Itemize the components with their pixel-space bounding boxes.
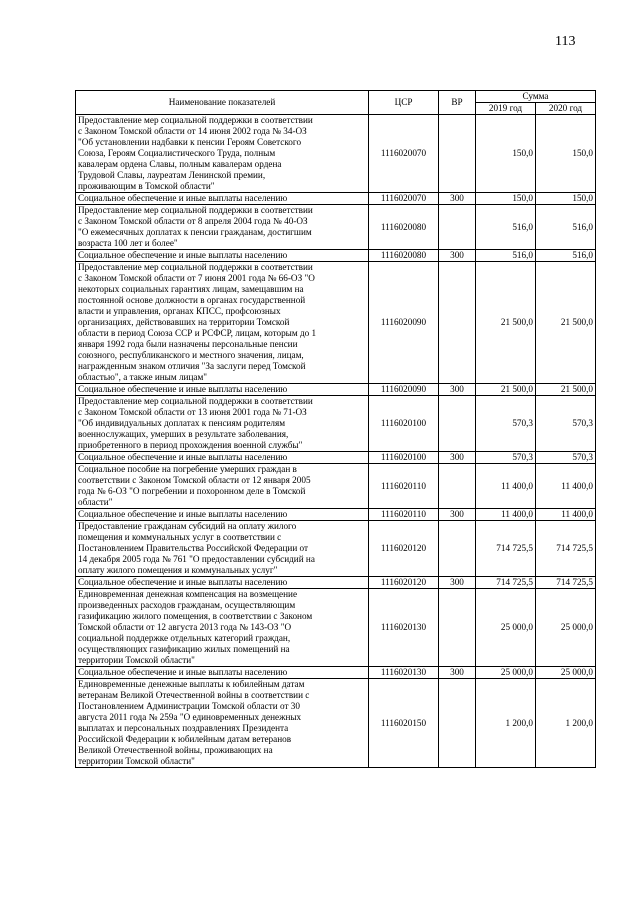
row-name-cell: Социальное обеспечение и иные выплаты населению: [76, 384, 369, 396]
row-name-cell: Предоставление мер социальной поддержки в соответствии с Законом Томской области от 8 апреля 2004 года № 40-ОЗ "О ежемесячных доплатах к пенсии гражданам, достигшим возраста 100 лет и более": [76, 205, 369, 250]
header-row-top: [76, 91, 596, 103]
header-csr: ЦСР: [369, 91, 439, 115]
row-name-cell: Предоставление гражданам субсидий на оплату жилого помещения и коммунальных услуг в соответствии с Постановлением Правительства Российской Федерации от 14 декабря 2005 года № 761 "О предоставлении субсидий на оплату жилого помещения и коммунальных услуг": [76, 521, 369, 577]
row-name-cell: Социальное обеспечение и иные выплаты населению: [76, 509, 369, 521]
row-name-cell: Единовременная денежная компенсация на возмещение произведенных расходов гражданам, осуществляющим газификацию жилого помещения, в соответствии с Законом Томской области от 12 августа 2013 года № 143-ОЗ "О социальной поддержке отдельных категорий граждан, осуществляющих газификацию жилых помещений на территории Томской области": [76, 589, 369, 667]
row-vr-cell: 300: [439, 193, 476, 205]
table-header: [76, 91, 596, 115]
row-sum-2020-cell: 570,3: [536, 396, 596, 452]
row-sum-2019-cell: 21 500,0: [476, 262, 536, 384]
row-sum-2019-cell: 570,3: [476, 396, 536, 452]
row-sum-2020-cell: 516,0: [536, 205, 596, 250]
page-number: 113: [555, 34, 576, 49]
row-sum-2019-cell: 150,0: [476, 193, 536, 205]
row-vr-cell: [439, 679, 476, 768]
row-vr-cell: [439, 521, 476, 577]
table-row: [76, 464, 596, 509]
row-name-cell: Социальное обеспечение и иные выплаты населению: [76, 452, 369, 464]
row-csr-cell: 1116020100: [369, 452, 439, 464]
table-row: [76, 193, 596, 205]
row-sum-2020-cell: 714 725,5: [536, 521, 596, 577]
row-csr-cell: 1116020130: [369, 589, 439, 667]
row-vr-cell: 300: [439, 250, 476, 262]
header-year-2020: 2020 год: [536, 103, 596, 115]
row-sum-2019-cell: 11 400,0: [476, 509, 536, 521]
table-row: [76, 589, 596, 667]
row-sum-2019-cell: 714 725,5: [476, 577, 536, 589]
row-name-cell: Социальное обеспечение и иные выплаты населению: [76, 667, 369, 679]
row-csr-cell: 1116020100: [369, 396, 439, 452]
row-name-cell: Социальное обеспечение и иные выплаты населению: [76, 577, 369, 589]
table-row: [76, 667, 596, 679]
header-year-2019: 2019 год: [476, 103, 536, 115]
table-row: [76, 384, 596, 396]
row-sum-2019-cell: 25 000,0: [476, 589, 536, 667]
row-vr-cell: 300: [439, 509, 476, 521]
row-csr-cell: 1116020150: [369, 679, 439, 768]
table-row: [76, 262, 596, 384]
table-row: [76, 452, 596, 464]
table-row: [76, 250, 596, 262]
header-vr: ВР: [439, 91, 476, 115]
row-sum-2020-cell: 25 000,0: [536, 589, 596, 667]
row-sum-2019-cell: 516,0: [476, 205, 536, 250]
row-csr-cell: 1116020090: [369, 262, 439, 384]
row-sum-2020-cell: 150,0: [536, 115, 596, 193]
budget-table: [75, 90, 596, 768]
row-sum-2020-cell: 570,3: [536, 452, 596, 464]
row-csr-cell: 1116020080: [369, 250, 439, 262]
table-row: [76, 521, 596, 577]
row-name-cell: Социальное пособие на погребение умерших граждан в соответствии с Законом Томской области от 12 января 2005 года № 6-ОЗ "О погребении и похоронном деле в Томской области": [76, 464, 369, 509]
header-sum: Сумма: [476, 91, 596, 103]
row-name-cell: Предоставление мер социальной поддержки в соответствии с Законом Томской области от 14 июня 2002 года № 34-ОЗ "Об установлении надбавки к пенсии Героям Советского Союза, Героям Социалистического Труда, полным кавалерам ордена Славы, полным кавалерам ордена Трудовой Славы, лауреатам Ленинской премии, проживающим в Томской области": [76, 115, 369, 193]
row-vr-cell: [439, 396, 476, 452]
row-vr-cell: 300: [439, 667, 476, 679]
row-sum-2020-cell: 516,0: [536, 250, 596, 262]
table-row: [76, 509, 596, 521]
row-csr-cell: 1116020130: [369, 667, 439, 679]
row-sum-2020-cell: 11 400,0: [536, 464, 596, 509]
row-sum-2019-cell: 714 725,5: [476, 521, 536, 577]
row-sum-2020-cell: 1 200,0: [536, 679, 596, 768]
row-csr-cell: 1116020070: [369, 193, 439, 205]
table-row: [76, 205, 596, 250]
row-sum-2020-cell: 25 000,0: [536, 667, 596, 679]
row-sum-2019-cell: 150,0: [476, 115, 536, 193]
row-sum-2020-cell: 11 400,0: [536, 509, 596, 521]
table-row: [76, 396, 596, 452]
row-vr-cell: 300: [439, 577, 476, 589]
row-vr-cell: [439, 589, 476, 667]
row-sum-2020-cell: 21 500,0: [536, 262, 596, 384]
row-csr-cell: 1116020120: [369, 521, 439, 577]
row-csr-cell: 1116020090: [369, 384, 439, 396]
row-vr-cell: [439, 262, 476, 384]
row-name-cell: Социальное обеспечение и иные выплаты населению: [76, 250, 369, 262]
row-csr-cell: 1116020110: [369, 464, 439, 509]
table-row: [76, 679, 596, 768]
row-csr-cell: 1116020120: [369, 577, 439, 589]
row-csr-cell: 1116020080: [369, 205, 439, 250]
row-vr-cell: [439, 205, 476, 250]
row-sum-2019-cell: 516,0: [476, 250, 536, 262]
row-name-cell: Предоставление мер социальной поддержки в соответствии с Законом Томской области от 13 июня 2001 года № 71-ОЗ "Об индивидуальных доплатах к пенсиям родителям военнослужащих, умерших в результате заболевания, приобретенного в период прохождения военной службы": [76, 396, 369, 452]
row-vr-cell: [439, 115, 476, 193]
row-vr-cell: 300: [439, 384, 476, 396]
row-sum-2020-cell: 21 500,0: [536, 384, 596, 396]
row-vr-cell: 300: [439, 452, 476, 464]
row-sum-2019-cell: 25 000,0: [476, 667, 536, 679]
row-sum-2019-cell: 11 400,0: [476, 464, 536, 509]
table-row: [76, 577, 596, 589]
row-name-cell: Единовременные денежные выплаты к юбилейным датам ветеранам Великой Отечественной войны в соответствии с Постановлением Администрации Томской области от 30 августа 2011 года № 259а "О единовременных денежных выплатах и персональных поздравлениях Президента Российской Федерации к юбилейным датам ветеранов Великой Отечественной войны, проживающих на территории Томской области": [76, 679, 369, 768]
row-sum-2020-cell: 150,0: [536, 193, 596, 205]
row-sum-2020-cell: 714 725,5: [536, 577, 596, 589]
table-body: [76, 115, 596, 768]
row-sum-2019-cell: 570,3: [476, 452, 536, 464]
header-name: Наименование показателей: [76, 91, 369, 115]
row-csr-cell: 1116020110: [369, 509, 439, 521]
row-vr-cell: [439, 464, 476, 509]
row-name-cell: Социальное обеспечение и иные выплаты населению: [76, 193, 369, 205]
row-sum-2019-cell: 1 200,0: [476, 679, 536, 768]
row-sum-2019-cell: 21 500,0: [476, 384, 536, 396]
row-name-cell: Предоставление мер социальной поддержки в соответствии с Законом Томской области от 7 июня 2001 года № 66-ОЗ "О некоторых социальных гарантиях лицам, замещавшим на постоянной основе должности в органах государственной власти и управления, органах КПСС, профсоюзных организациях, действовавших на территории Томской области в период Союза ССР и РСФСР, лицам, которым до 1 января 1992 года были назначены персональные пенсии союзного, республиканского и местного значения, лицам, награжденным знаком отличия "За заслуги перед Томской областью", а также иным лицам": [76, 262, 369, 384]
row-csr-cell: 1116020070: [369, 115, 439, 193]
table-row: [76, 115, 596, 193]
